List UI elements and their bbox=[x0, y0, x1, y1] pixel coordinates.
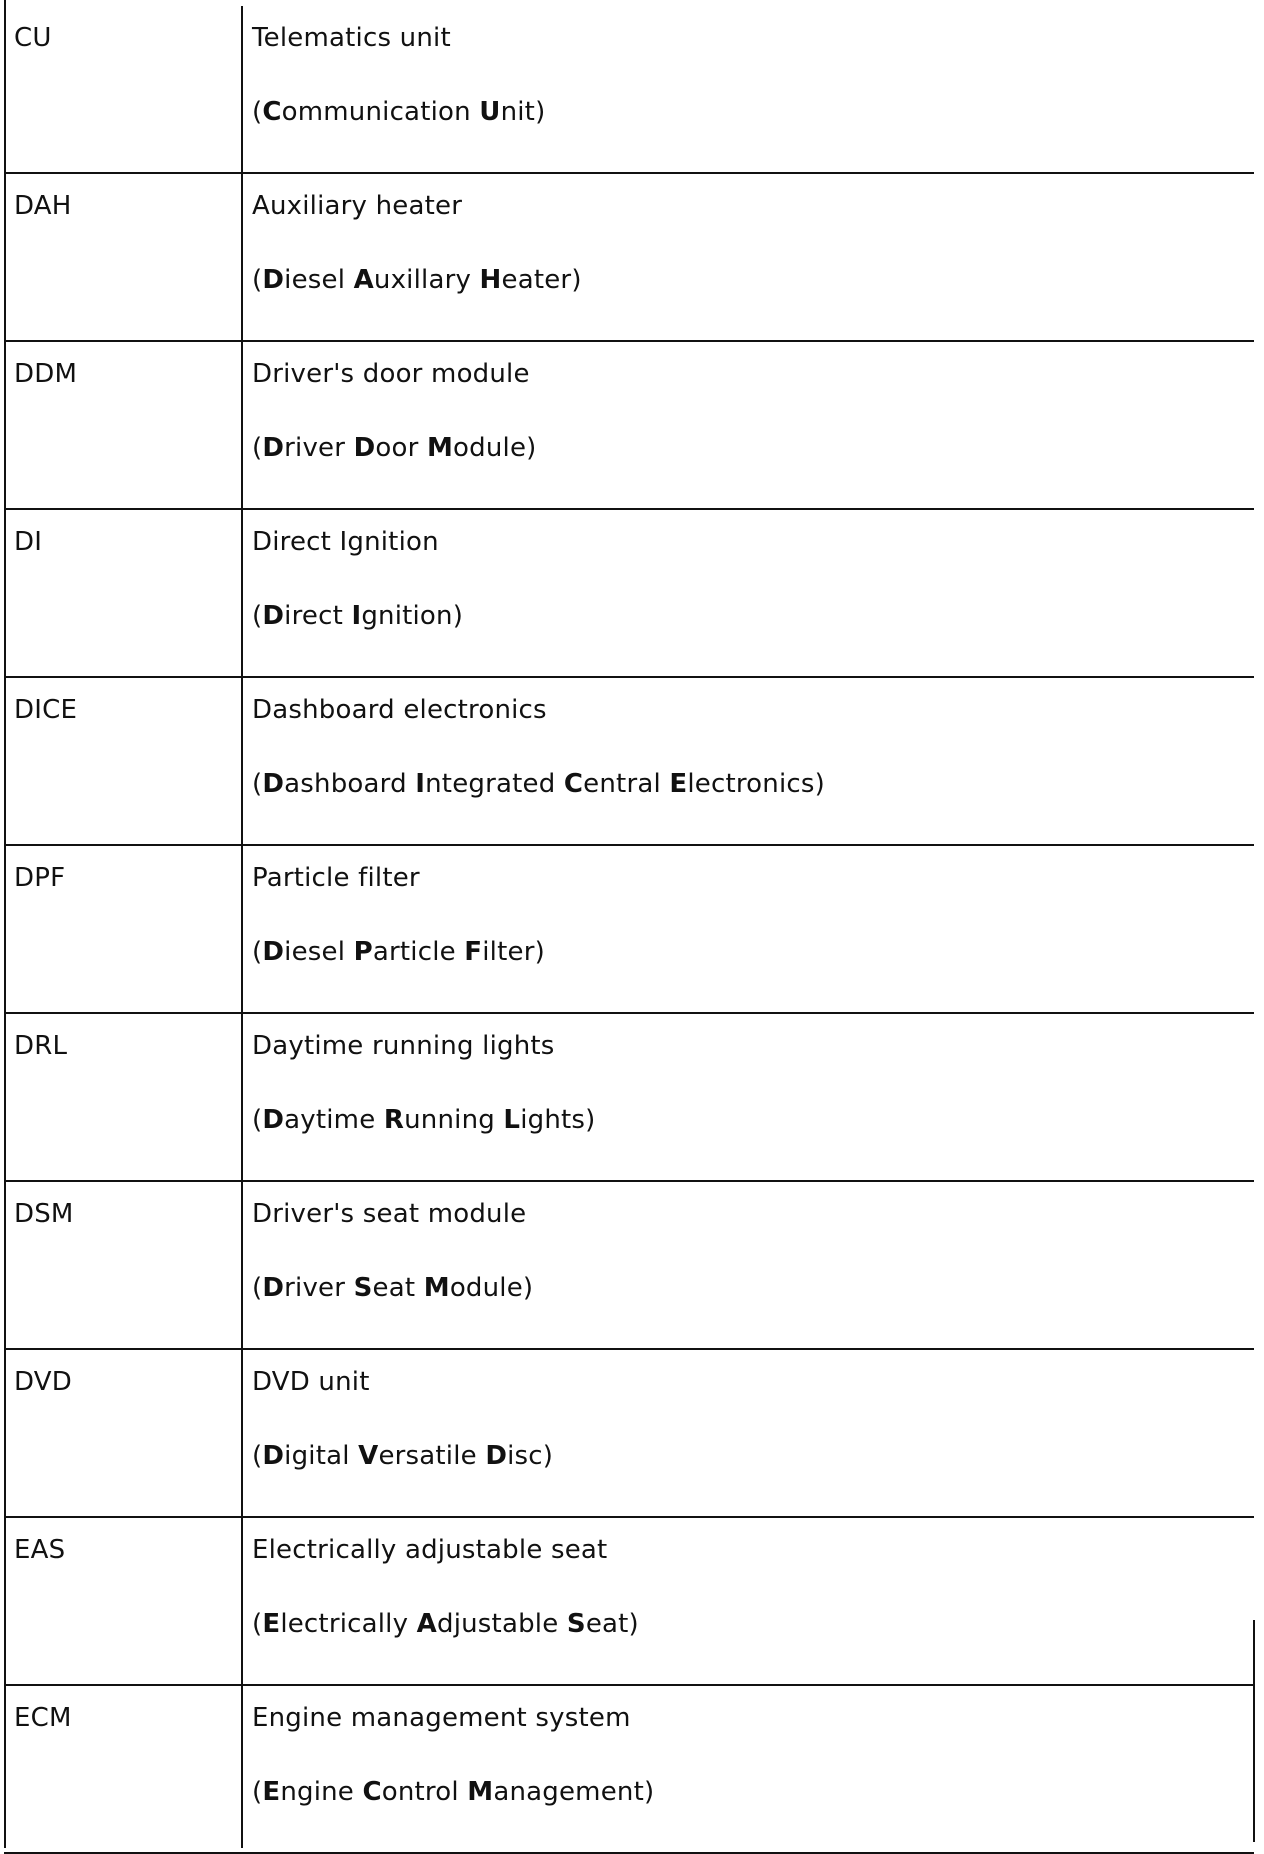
expansion-segment: djustable bbox=[437, 1609, 567, 1639]
term-cell: DVD unit bbox=[252, 1367, 370, 1397]
expansion-segment: uxillary bbox=[373, 265, 480, 295]
expansion-segment: odule) bbox=[453, 433, 537, 463]
table-row bbox=[0, 6, 1264, 174]
table-row bbox=[0, 174, 1264, 342]
expansion-text bbox=[252, 599, 463, 633]
expansion-segment: ilter) bbox=[482, 937, 545, 967]
expansion-segment: ngine bbox=[280, 1777, 363, 1807]
initial-letter: D bbox=[262, 937, 285, 967]
initial-letter: L bbox=[503, 1105, 521, 1135]
initial-letter: R bbox=[383, 1105, 405, 1135]
expansion-segment: ( bbox=[252, 601, 263, 631]
abbreviation-cell: ECM bbox=[14, 1703, 72, 1733]
abbreviation-cell: DDM bbox=[14, 359, 78, 389]
expansion-text bbox=[252, 431, 537, 465]
expansion-segment: ( bbox=[252, 1777, 263, 1807]
expansion-segment: river bbox=[284, 1273, 354, 1303]
term-cell: Driver's door module bbox=[252, 359, 530, 389]
table-row bbox=[0, 510, 1264, 678]
table-row bbox=[0, 1686, 1264, 1854]
term-cell: Particle filter bbox=[252, 863, 420, 893]
initial-letter: C bbox=[362, 1777, 382, 1807]
expansion-segment: ( bbox=[252, 97, 263, 127]
initial-letter: F bbox=[464, 937, 483, 967]
term-cell: Telematics unit bbox=[252, 23, 451, 53]
initial-letter: D bbox=[262, 1105, 285, 1135]
expansion-segment: unning bbox=[404, 1105, 504, 1135]
expansion-segment: eat bbox=[372, 1273, 424, 1303]
expansion-segment: iesel bbox=[284, 265, 354, 295]
expansion-text bbox=[252, 1271, 533, 1305]
initial-letter: D bbox=[262, 1273, 285, 1303]
initial-letter: D bbox=[262, 433, 285, 463]
term-cell: Engine management system bbox=[252, 1703, 631, 1733]
expansion-segment: ( bbox=[252, 1273, 263, 1303]
initial-letter: I bbox=[351, 601, 362, 631]
expansion-segment: ( bbox=[252, 433, 263, 463]
expansion-segment: ommunication bbox=[281, 97, 480, 127]
table-row bbox=[0, 1182, 1264, 1350]
initial-letter: D bbox=[262, 265, 285, 295]
initial-letter: D bbox=[262, 601, 285, 631]
expansion-segment: iesel bbox=[284, 937, 354, 967]
expansion-segment: article bbox=[372, 937, 465, 967]
initial-letter: D bbox=[485, 1441, 508, 1471]
expansion-text bbox=[252, 1103, 596, 1137]
table-row bbox=[0, 846, 1264, 1014]
initial-letter: M bbox=[467, 1777, 494, 1807]
expansion-segment: gnition) bbox=[361, 601, 464, 631]
expansion-segment: ersatile bbox=[378, 1441, 486, 1471]
expansion-text bbox=[252, 935, 545, 969]
initial-letter: E bbox=[262, 1609, 281, 1639]
expansion-segment: ontrol bbox=[381, 1777, 468, 1807]
initial-letter: D bbox=[262, 1441, 285, 1471]
expansion-segment: eater) bbox=[501, 265, 582, 295]
expansion-segment: ( bbox=[252, 769, 263, 799]
expansion-segment: irect bbox=[284, 601, 352, 631]
initial-letter: M bbox=[423, 1273, 450, 1303]
expansion-segment: nit) bbox=[500, 97, 546, 127]
expansion-segment: igital bbox=[284, 1441, 359, 1471]
expansion-text bbox=[252, 767, 825, 801]
initial-letter: S bbox=[353, 1273, 373, 1303]
expansion-segment: lectrically bbox=[280, 1609, 417, 1639]
initial-letter: A bbox=[416, 1609, 437, 1639]
expansion-segment: eat) bbox=[585, 1609, 639, 1639]
expansion-segment: ntegrated bbox=[425, 769, 564, 799]
abbreviation-cell: DI bbox=[14, 527, 43, 557]
table-row bbox=[0, 1350, 1264, 1518]
expansion-segment: ( bbox=[252, 1441, 263, 1471]
expansion-segment: isc) bbox=[507, 1441, 554, 1471]
expansion-segment: lectronics) bbox=[687, 769, 825, 799]
abbreviation-cell: DICE bbox=[14, 695, 78, 725]
abbreviation-cell: EAS bbox=[14, 1535, 66, 1565]
expansion-segment: ( bbox=[252, 937, 263, 967]
abbreviation-cell: DSM bbox=[14, 1199, 74, 1229]
abbreviation-cell: DRL bbox=[14, 1031, 68, 1061]
initial-letter: P bbox=[353, 937, 373, 967]
initial-letter: S bbox=[566, 1609, 586, 1639]
term-cell: Auxiliary heater bbox=[252, 191, 463, 221]
expansion-text bbox=[252, 263, 582, 297]
table-row bbox=[0, 1518, 1264, 1686]
expansion-segment: aytime bbox=[284, 1105, 384, 1135]
term-cell: Daytime running lights bbox=[252, 1031, 555, 1061]
term-cell: Dashboard electronics bbox=[252, 695, 547, 725]
initial-letter: H bbox=[479, 265, 502, 295]
table-row bbox=[0, 342, 1264, 510]
expansion-segment: ights) bbox=[520, 1105, 596, 1135]
expansion-text bbox=[252, 1439, 553, 1473]
expansion-text bbox=[252, 1607, 639, 1641]
expansion-segment: oor bbox=[375, 433, 427, 463]
expansion-segment: ( bbox=[252, 1105, 263, 1135]
table-row bbox=[0, 678, 1264, 846]
initial-letter: V bbox=[358, 1441, 379, 1471]
initial-letter: A bbox=[353, 265, 374, 295]
term-cell: Electrically adjustable seat bbox=[252, 1535, 608, 1565]
expansion-segment: ( bbox=[252, 1609, 263, 1639]
initial-letter: E bbox=[262, 1777, 281, 1807]
initial-letter: D bbox=[262, 769, 285, 799]
expansion-segment: odule) bbox=[449, 1273, 534, 1303]
expansion-segment: ashboard bbox=[284, 769, 416, 799]
initial-letter: I bbox=[415, 769, 426, 799]
expansion-segment: entral bbox=[583, 769, 670, 799]
table-row bbox=[0, 1014, 1264, 1182]
expansion-segment: ( bbox=[252, 265, 263, 295]
initial-letter: M bbox=[426, 433, 454, 463]
term-cell: Driver's seat module bbox=[252, 1199, 527, 1229]
abbreviation-cell: DAH bbox=[14, 191, 72, 221]
initial-letter: C bbox=[262, 97, 282, 127]
abbreviation-cell: DVD bbox=[14, 1367, 72, 1397]
term-cell: Direct Ignition bbox=[252, 527, 439, 557]
expansion-text bbox=[252, 1775, 654, 1809]
expansion-segment: anagement) bbox=[493, 1777, 655, 1807]
initial-letter: E bbox=[669, 769, 688, 799]
initial-letter: U bbox=[479, 97, 501, 127]
expansion-segment: river bbox=[284, 433, 354, 463]
initial-letter: D bbox=[353, 433, 376, 463]
abbreviation-cell: DPF bbox=[14, 863, 66, 893]
expansion-text bbox=[252, 95, 545, 129]
initial-letter: C bbox=[563, 769, 584, 799]
abbreviation-cell: CU bbox=[14, 23, 52, 53]
